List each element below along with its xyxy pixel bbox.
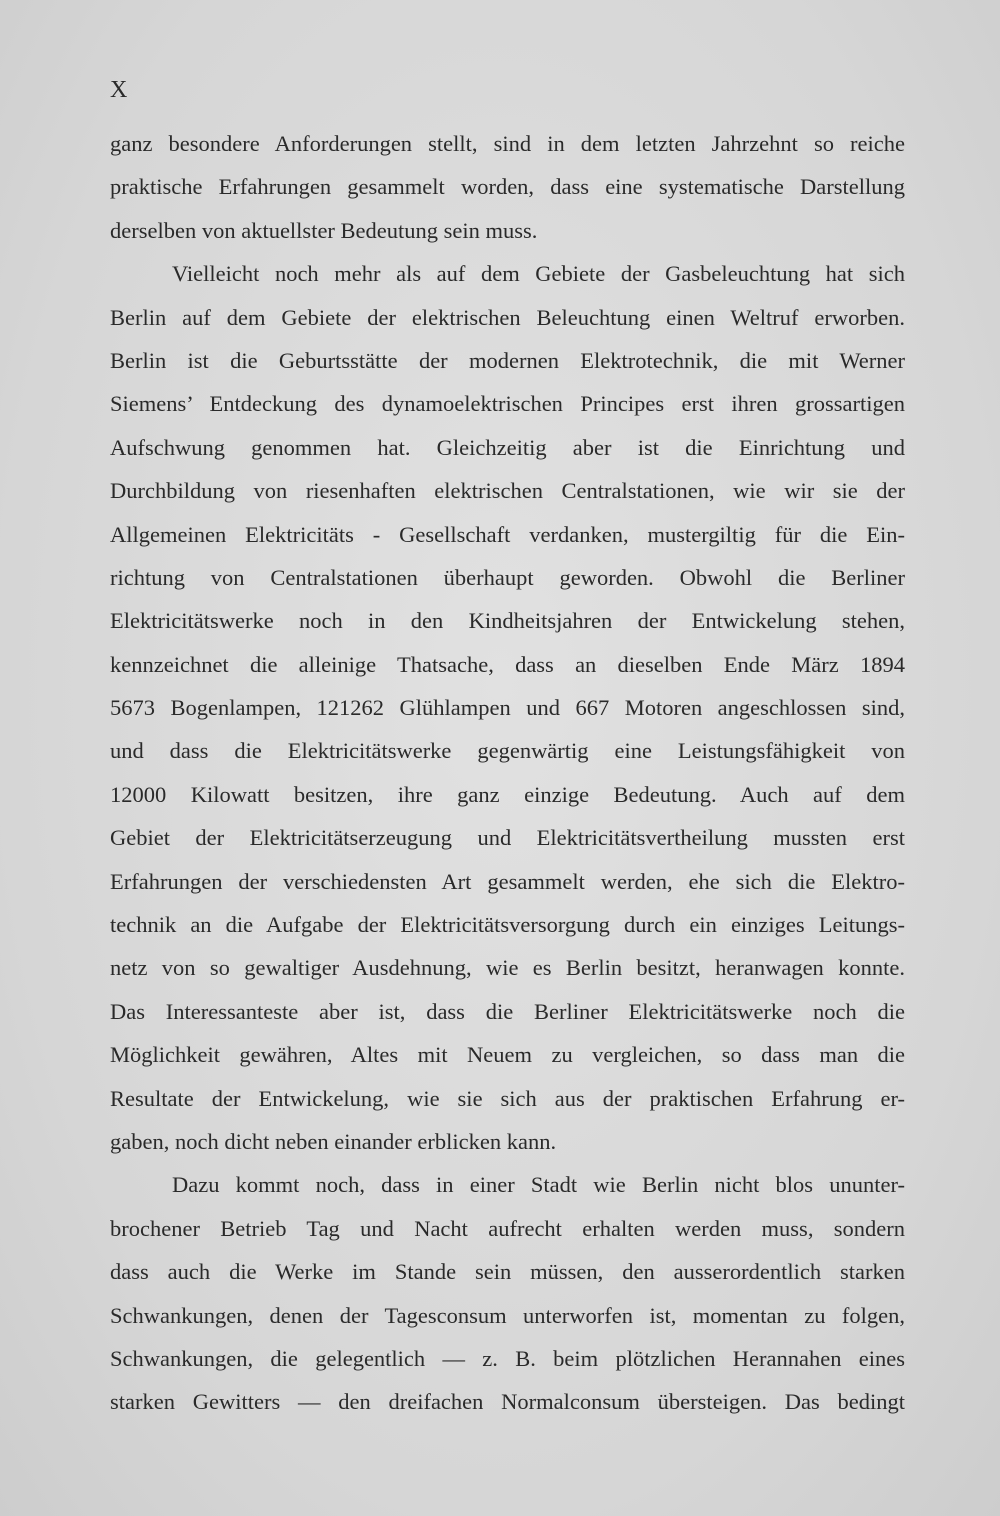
text-line: technik an die Aufgabe der Elektricitätsversorgung durch ein einziges Leitungs- bbox=[110, 912, 905, 938]
text-line: Berlin auf dem Gebiete der elektrischen Beleuchtung einen Weltruf erworben. bbox=[110, 304, 905, 330]
text-line: kennzeichnet die alleinige Thatsache, dass an dieselben Ende März 1894 bbox=[110, 651, 905, 677]
text-line: 5673 Bogenlampen, 121262 Glühlampen und 667 Motoren angeschlossen sind, bbox=[110, 695, 905, 721]
text-line: Möglichkeit gewähren, Altes mit Neuem zu vergleichen, so dass man die bbox=[110, 1042, 905, 1068]
page-number: X bbox=[110, 77, 129, 103]
text-line: ganz besondere Anforderungen stellt, sind in dem letzten Jahrzehnt so reiche bbox=[110, 131, 905, 156]
text-line: richtung von Centralstationen überhaupt geworden. Obwohl die Berliner bbox=[110, 564, 905, 590]
text-line: Berlin ist die Geburtsstätte der modernen Elektrotechnik, die mit Werner bbox=[110, 347, 905, 373]
text-line: Durchbildung von riesenhaften elektrischen Centralstationen, wie wir sie der bbox=[110, 478, 905, 504]
text-line: Siemens’ Entdeckung des dynamoelektrischen Principes erst ihren grossartigen bbox=[110, 391, 905, 417]
text-line: derselben von aktuellster Bedeutung sein muss. bbox=[110, 217, 538, 243]
text-line: Vielleicht noch mehr als auf dem Gebiete der Gasbeleuchtung hat sich bbox=[172, 261, 905, 287]
text-line: dass auch die Werke im Stande sein müssen, den ausserordentlich starken bbox=[110, 1259, 905, 1285]
text-line: Schwankungen, denen der Tagesconsum unterworfen ist, momentan zu folgen, bbox=[110, 1302, 905, 1328]
text-line: Dazu kommt noch, dass in einer Stadt wie Berlin nicht blos ununter- bbox=[172, 1172, 905, 1198]
text-line: Erfahrungen der verschiedensten Art gesammelt werden, ehe sich die Elektro- bbox=[110, 868, 905, 894]
text-line: Gebiet der Elektricitätserzeugung und Elektricitätsvertheilung mussten erst bbox=[110, 825, 905, 851]
text-line: starken Gewitters — den dreifachen Normalconsum übersteigen. Das bedingt bbox=[110, 1389, 905, 1415]
text-line: Allgemeinen Elektricitäts - Gesellschaft verdanken, mustergiltig für die Ein- bbox=[110, 521, 905, 547]
text-line: Resultate der Entwickelung, wie sie sich aus der praktischen Erfahrung er- bbox=[110, 1085, 905, 1111]
text-line: und dass die Elektricitätswerke gegenwärtig eine Leistungsfähigkeit von bbox=[110, 738, 905, 764]
text-line: Elektricitätswerke noch in den Kindheitsjahren der Entwickelung stehen, bbox=[110, 608, 905, 634]
text-line: gaben, noch dicht neben einander erblicken kann. bbox=[110, 1128, 557, 1154]
text-line: netz von so gewaltiger Ausdehnung, wie es Berlin besitzt, heranwagen konnte. bbox=[110, 955, 905, 981]
text-line: 12000 Kilowatt besitzen, ihre ganz einzige Bedeutung. Auch auf dem bbox=[110, 781, 905, 807]
text-line: Schwankungen, die gelegentlich — z. B. beim plötzlichen Herannahen eines bbox=[110, 1345, 905, 1371]
text-line: praktische Erfahrungen gesammelt worden, dass eine systematische Darstellung bbox=[110, 174, 905, 200]
text-line: Aufschwung genommen hat. Gleichzeitig aber ist die Einrichtung und bbox=[110, 434, 905, 460]
body-text bbox=[110, 122, 905, 1424]
text-line: brochener Betrieb Tag und Nacht aufrecht erhalten werden muss, sondern bbox=[110, 1215, 905, 1241]
text-line: Das Interessanteste aber ist, dass die Berliner Elektricitätswerke noch die bbox=[110, 998, 905, 1024]
